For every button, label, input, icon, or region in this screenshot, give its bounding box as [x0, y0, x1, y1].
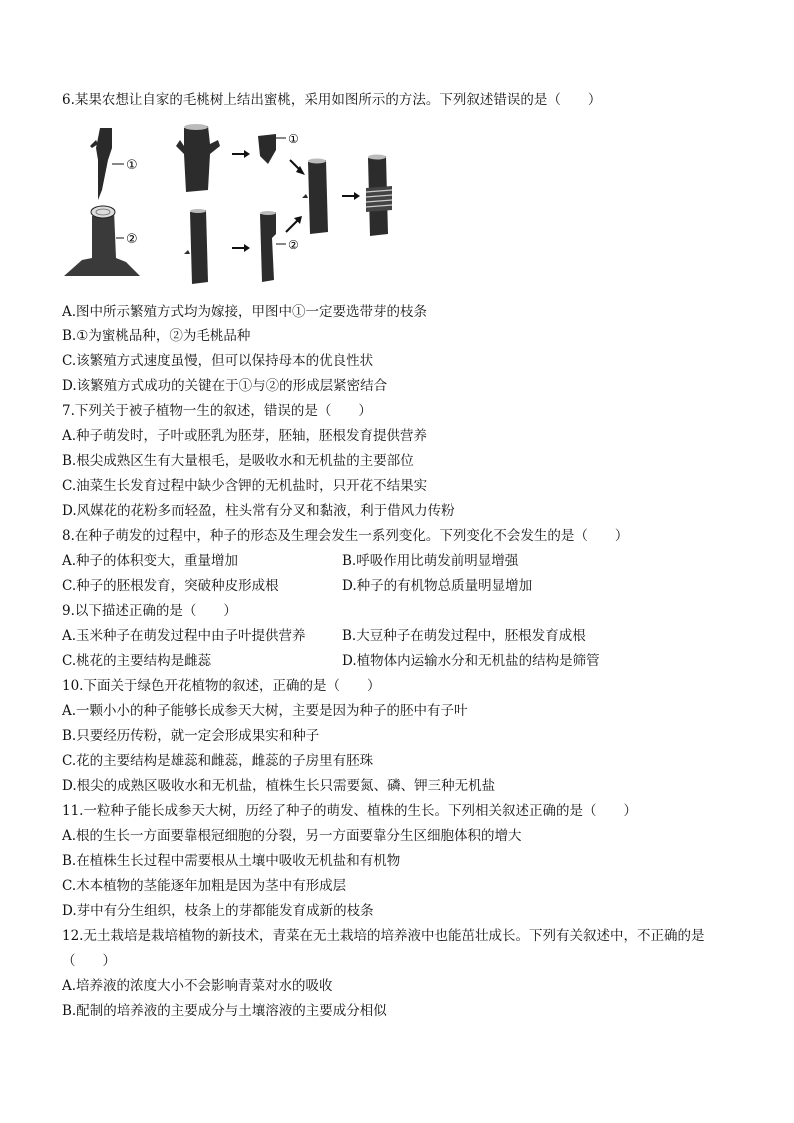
q10-option-b: B.只要经历传粉，就一定会形成果实和种子 — [62, 728, 320, 744]
q9-option-d: D.植物体内运输水分和无机盐的结构是筛管 — [342, 653, 600, 669]
bound-graft — [366, 155, 392, 237]
scion-left — [90, 128, 124, 200]
q7-option-d: D.风媒花的花粉多而轻盈，柱头常有分叉和黏液，利于借风力传粉 — [62, 503, 455, 519]
q9-stem: 9.以下描述正确的是（ ） — [62, 603, 237, 619]
q7-option-a: A.种子萌发时，子叶或胚乳为胚芽，胚轴，胚根发育提供营养 — [62, 428, 428, 444]
stock-cut-bottom — [260, 211, 286, 282]
q11-option-c: C.木本植物的茎能逐年加粗是因为茎中有形成层 — [62, 878, 347, 894]
q10-option-d: D.根尖的成熟区吸收水和无机盐，植株生长只需要氮、磷、钾三种无机盐 — [62, 778, 496, 794]
q12-stem-paren: （ ） — [62, 953, 116, 969]
label-2-right: ② — [288, 238, 299, 252]
q7-stem: 7.下列关于被子植物一生的叙述，错误的是（ ） — [62, 403, 372, 419]
q11-option-b: B.在植株生长过程中需要根从土壤中吸收无机盐和有机物 — [62, 853, 401, 869]
q10-option-a: A.一颗小小的种子能够长成参天大树，主要是因为种子的胚中有子叶 — [62, 703, 468, 719]
q9-option-b: B.大豆种子在萌发过程中，胚根发育成根 — [342, 628, 586, 644]
q10-option-c: C.花的主要结构是雄蕊和雌蕊，雌蕊的子房里有胚珠 — [62, 753, 374, 769]
q7-option-b: B.根尖成熟区生有大量根毛，是吸收水和无机盐的主要部位 — [62, 453, 414, 469]
label-1-left: ① — [126, 158, 138, 173]
q8-option-a: A.种子的体积变大，重量增加 — [62, 553, 239, 569]
q10-stem: 10.下面关于绿色开花植物的叙述，正确的是（ ） — [62, 678, 381, 694]
q6-stem: 6.某果农想让自家的毛桃树上结出蜜桃，采用如图所示的方法。下列叙述错误的是（ ） — [62, 92, 602, 108]
q8-option-c: C.种子的胚根发育，突破种皮形成根 — [62, 578, 279, 594]
joined-graft — [302, 159, 328, 235]
label-1-right: ① — [288, 132, 299, 146]
q8-option-d: D.种子的有机物总质量明显增加 — [342, 578, 533, 594]
q11-option-a: A.根的生长一方面要靠根冠细胞的分裂，另一方面要靠分生区细胞体积的增大 — [62, 828, 522, 844]
q7-option-c: C.油菜生长发育过程中缺少含钾的无机盐时，只开花不结果实 — [62, 478, 428, 494]
stock-branch-top — [176, 124, 220, 192]
q11-option-d: D.芽中有分生组织，枝条上的芽都能发育成新的枝条 — [62, 903, 374, 919]
q6-option-a: A.图中所示繁殖方式均为嫁接，甲图中①一定要选带芽的枝条 — [62, 304, 428, 320]
grafting-figure — [62, 120, 402, 290]
q12-option-a: A.培养液的浓度大小不会影响青菜对水的吸收 — [62, 978, 333, 994]
q9-option-a: A.玉米种子在萌发过程中由子叶提供营养 — [62, 628, 306, 644]
label-2-left: ② — [126, 232, 138, 247]
q9-option-c: C.桃花的主要结构是雌蕊 — [62, 653, 212, 669]
q11-stem: 11.一粒种子能长成参天大树，历经了种子的萌发、植株的生长。下列相关叙述正确的是（ ） — [62, 803, 637, 819]
q6-option-b: B.①为蜜桃品种，②为毛桃品种 — [62, 328, 251, 344]
q6-option-c: C.该繁殖方式速度虽慢，但可以保持母本的优良性状 — [62, 353, 374, 369]
q12-stem: 12.无土栽培是栽培植物的新技术，青菜在无土栽培的培养液中也能茁壮成长。下列有关叙述中，不正确的是 — [62, 928, 705, 944]
scion-top-right — [258, 134, 286, 164]
stock-stem-bottom — [184, 209, 208, 284]
q6-option-d: D.该繁殖方式成功的关键在于①与②的形成层紧密结合 — [62, 378, 388, 394]
q8-stem: 8.在种子萌发的过程中，种子的形态及生理会发生一系列变化。下列变化不会发生的是（ ） — [62, 528, 629, 544]
q12-option-b: B.配制的培养液的主要成分与土壤溶液的主要成分相似 — [62, 1003, 387, 1019]
q8-option-b: B.呼吸作用比萌发前明显增强 — [342, 553, 519, 569]
